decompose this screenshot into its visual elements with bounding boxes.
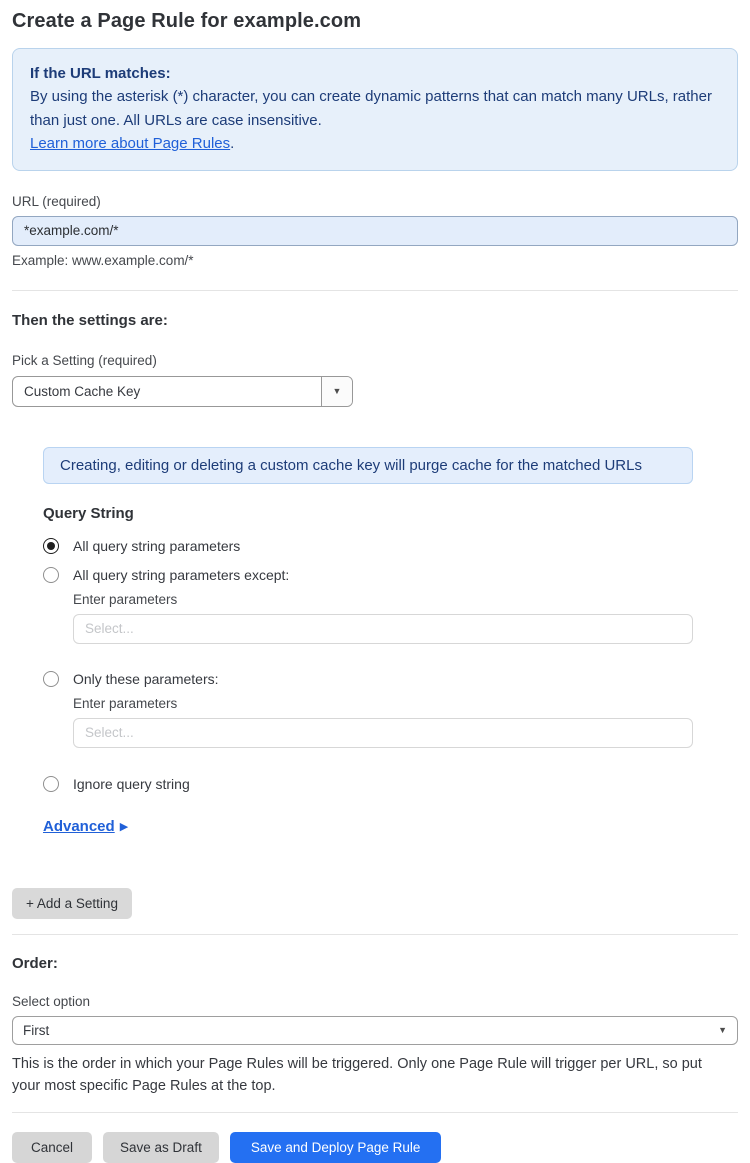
radio-icon[interactable] (43, 538, 59, 554)
radio-label: All query string parameters (73, 537, 241, 554)
cache-key-notice: Creating, editing or deleting a custom cache key will purge cache for the matched URLs (43, 447, 693, 484)
chevron-down-icon: ▼ (718, 1025, 727, 1036)
order-select-label: Select option (12, 993, 91, 1009)
learn-more-link[interactable]: Learn more about Page Rules (30, 135, 231, 153)
radio-only-these-parameters[interactable] (43, 671, 738, 687)
save-and-deploy-button[interactable]: Save and Deploy Page Rule (230, 1132, 442, 1163)
radio-label: Ignore query string (73, 775, 190, 792)
radio-icon[interactable] (43, 567, 59, 583)
only-parameters-input[interactable] (73, 718, 693, 748)
radio-ignore-query-string[interactable] (43, 776, 738, 792)
radio-all-query-string-parameters-except[interactable] (43, 567, 738, 583)
order-heading: Order: (12, 954, 58, 972)
divider (12, 934, 738, 935)
setting-dropdown-arrow-button[interactable] (321, 377, 352, 406)
link-suffix: . (230, 135, 235, 153)
radio-label: All query string parameters except: (73, 566, 290, 583)
radio-icon[interactable] (43, 671, 59, 687)
chevron-down-icon: ▼ (332, 386, 342, 397)
url-input[interactable] (12, 216, 738, 246)
divider (12, 290, 738, 291)
footer-buttons (12, 1132, 738, 1163)
advanced-link[interactable]: Advanced (43, 817, 115, 835)
page-title: Create a Page Rule for example.com (12, 10, 362, 32)
divider (12, 1112, 738, 1113)
except-parameters-input[interactable] (73, 614, 693, 644)
radio-icon[interactable] (43, 776, 59, 792)
settings-heading: Then the settings are: (12, 311, 168, 329)
add-setting-button[interactable]: + Add a Setting (12, 888, 132, 919)
only-parameters-field (73, 696, 738, 748)
radio-all-query-string-parameters[interactable] (43, 538, 738, 554)
advanced-toggle[interactable] (43, 818, 738, 835)
pick-setting-label: Pick a Setting (required) (12, 352, 157, 368)
url-field-label: URL (required) (12, 193, 101, 209)
url-match-info-box (12, 48, 738, 171)
enter-parameters-label: Enter parameters (73, 695, 178, 711)
query-string-heading: Query String (43, 504, 134, 522)
cancel-button[interactable]: Cancel (12, 1132, 92, 1163)
except-parameters-field (73, 592, 738, 644)
radio-dot (47, 542, 55, 550)
enter-parameters-label: Enter parameters (73, 591, 178, 607)
setting-dropdown-value: Custom Cache Key (24, 383, 141, 399)
order-select[interactable] (12, 1016, 738, 1045)
info-box-heading: If the URL matches: (30, 65, 171, 82)
url-example-helper: Example: www.example.com/* (12, 252, 194, 268)
order-select-value: First (23, 1022, 50, 1038)
setting-dropdown[interactable] (12, 376, 353, 407)
arrow-right-icon: ▶ (119, 820, 129, 833)
radio-label: Only these parameters: (73, 670, 219, 687)
info-box-body: By using the asterisk (*) character, you can create dynamic patterns that can match many URLs, rather than just one. All URLs are case insensitive. (30, 88, 712, 129)
order-helper-text: This is the order in which your Page Rules will be triggered. Only one Page Rule will trigger per URL, so put your most specific Page Rules at the top. (12, 1055, 702, 1095)
info-box-link-row (30, 132, 720, 155)
save-as-draft-button[interactable]: Save as Draft (103, 1132, 219, 1163)
